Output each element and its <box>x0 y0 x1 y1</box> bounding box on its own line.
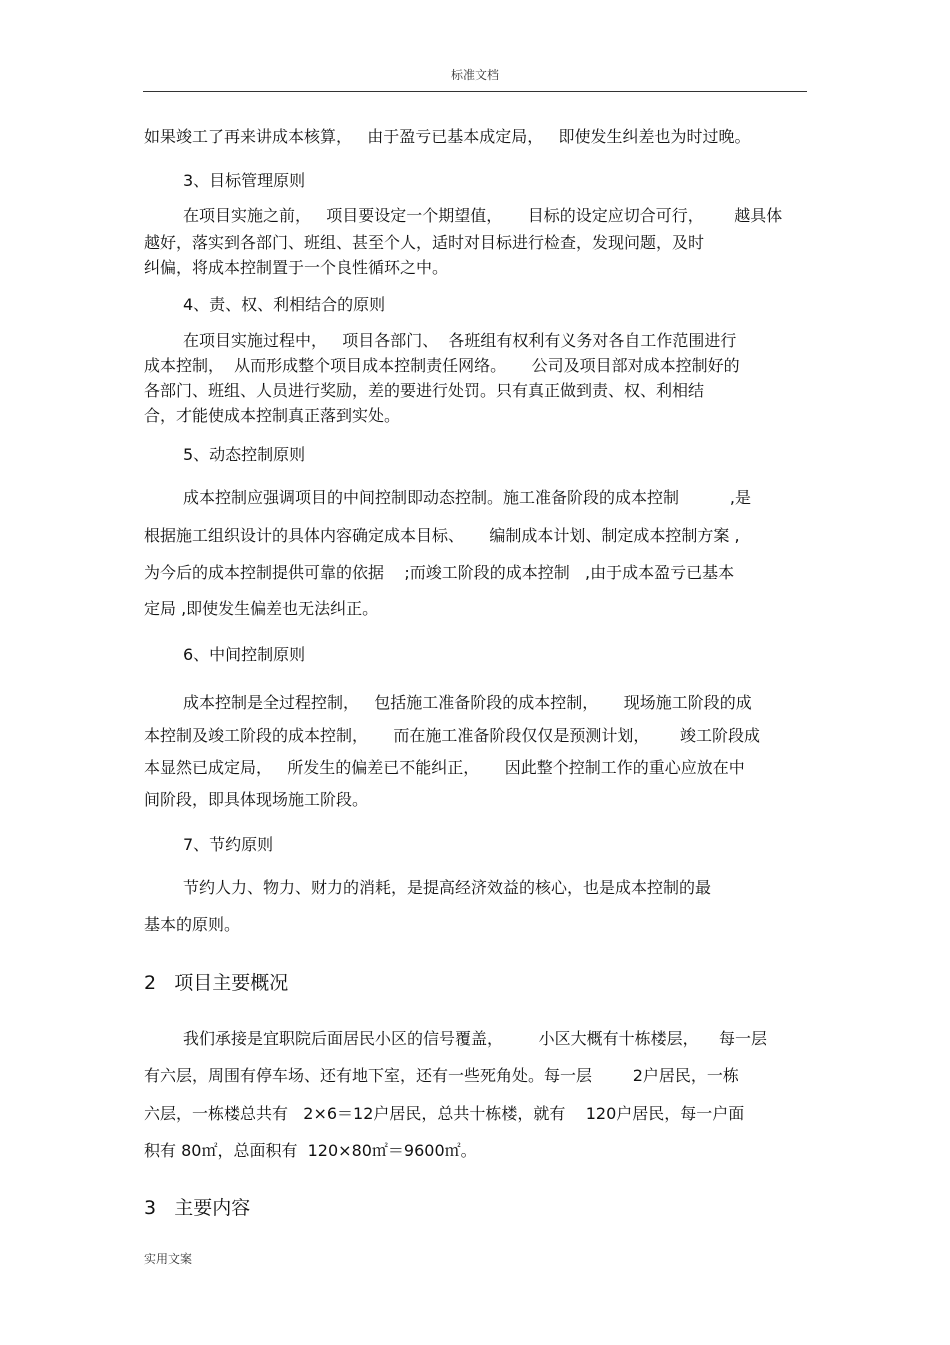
paragraph-line: 成本控制应强调项目的中间控制即动态控制。施工准备阶段的成本控制 ,是 <box>183 488 751 507</box>
paragraph-line: 在项目实施之前， 项目要设定一个期望值， 目标的设定应切合可行， 越具体 <box>183 206 783 225</box>
paragraph-line: 本控制及竣工阶段的成本控制， 而在施工准备阶段仅仅是预测计划， 竣工阶段成 <box>144 726 760 745</box>
paragraph-line: 为今后的成本控制提供可靠的依据 ;而竣工阶段的成本控制 ,由于成本盈亏已基本 <box>144 563 735 582</box>
paragraph-line: 本显然已成定局， 所发生的偏差已不能纠正， 因此整个控制工作的重心应放在中 <box>144 758 745 777</box>
section-heading-5: 5、动态控制原则 <box>183 445 306 464</box>
paragraph-line: 有六层，周围有停车场、还有地下室，还有一些死角处。每一层 2户居民，一栋 <box>144 1066 739 1085</box>
paragraph-line: 基本的原则。 <box>144 915 241 934</box>
paragraph-line: 如果竣工了再来讲成本核算， 由于盈亏已基本成定局， 即使发生纠差也为时过晚。 <box>144 127 751 146</box>
paragraph-line: 纠偏，将成本控制置于一个良性循环之中。 <box>144 258 449 277</box>
header-rule <box>143 91 807 92</box>
paragraph-line: 积有 80㎡，总面积有 120×80㎡＝9600㎡。 <box>144 1141 477 1160</box>
paragraph-line: 成本控制是全过程控制， 包括施工准备阶段的成本控制， 现场施工阶段的成 <box>183 693 752 712</box>
section-heading-6: 6、中间控制原则 <box>183 645 306 664</box>
paragraph-line: 根据施工组织设计的具体内容确定成本目标、 编制成本计划、制定成本控制方案 , <box>144 526 740 545</box>
paragraph-line: 节约人力、物力、财力的消耗，是提高经济效益的核心，也是成本控制的最 <box>183 878 712 897</box>
page-header: 标准文档 <box>450 68 499 82</box>
paragraph-line: 定局 ,即使发生偏差也无法纠正。 <box>144 599 379 618</box>
paragraph-line: 合，才能使成本控制真正落到实处。 <box>144 406 401 425</box>
section-heading-7: 7、节约原则 <box>183 835 274 854</box>
paragraph-line: 各部门、班组、人员进行奖励，差的要进行处罚。只有真正做到责、权、利相结 <box>144 381 705 400</box>
paragraph-line: 在项目实施过程中， 项目各部门、 各班组有权利有义务对各自工作范围进行 <box>183 331 737 350</box>
section-heading-3: 3、目标管理原则 <box>183 171 306 190</box>
paragraph-line: 成本控制， 从而形成整个项目成本控制责任网络。 公司及项目部对成本控制好的 <box>144 356 740 375</box>
chapter-heading-3: 3 主要内容 <box>144 1197 251 1219</box>
chapter-heading-2: 2 项目主要概况 <box>144 972 289 994</box>
paragraph-line: 六层，一栋楼总共有 2×6＝12户居民，总共十栋楼，就有 120户居民，每一户面 <box>144 1104 745 1123</box>
page-footer: 实用文案 <box>144 1252 193 1266</box>
paragraph-line: 我们承接是宜职院后面居民小区的信号覆盖， 小区大概有十栋楼层， 每一层 <box>183 1029 767 1048</box>
paragraph-line: 越好，落实到各部门、班组、甚至个人，适时对目标进行检查，发现问题，及时 <box>144 233 705 252</box>
section-heading-4: 4、责、权、利相结合的原则 <box>183 295 386 314</box>
paragraph-line: 间阶段，即具体现场施工阶段。 <box>144 790 369 809</box>
